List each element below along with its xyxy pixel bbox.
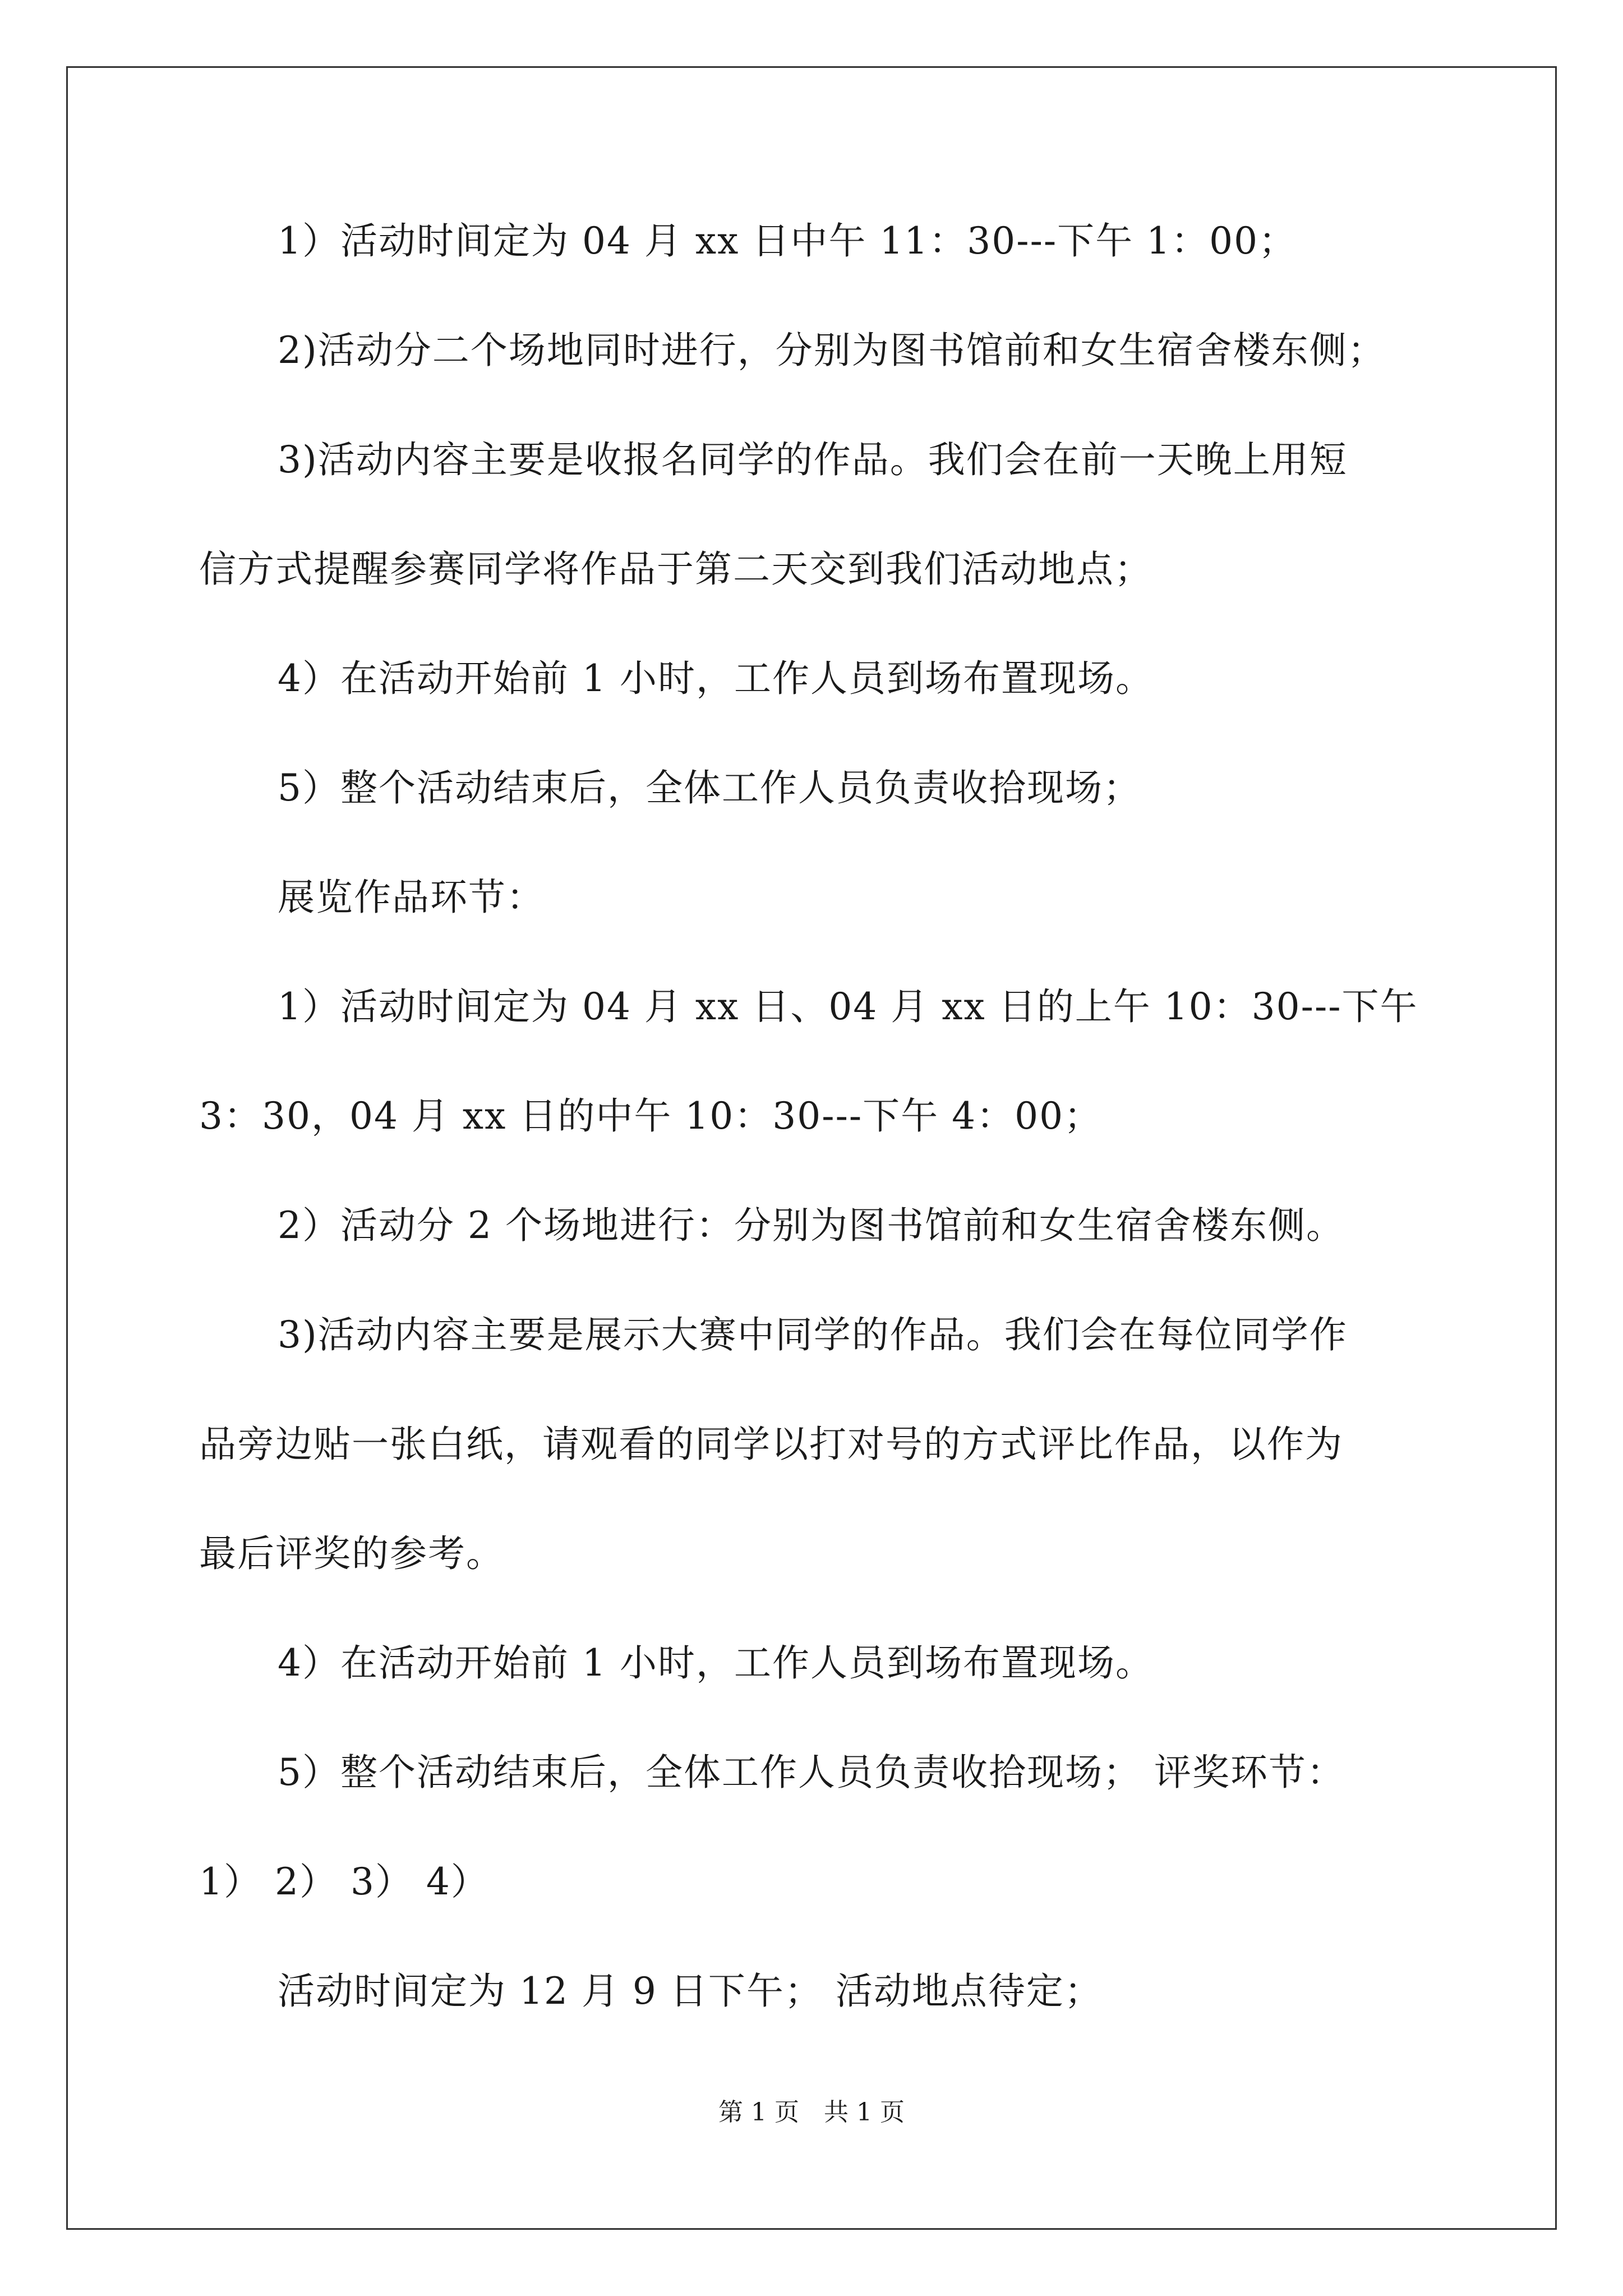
paragraph-line: 1）活动时间定为 04 月 xx 日、04 月 xx 日的上午 10：30---下午 bbox=[278, 985, 1418, 1028]
paragraph-line: 品旁边贴一张白纸，请观看的同学以打对号的方式评比作品，以作为 bbox=[199, 1423, 1343, 1466]
page-footer: 第 1 页 共 1 页 bbox=[718, 2098, 905, 2127]
paragraph-line: 1）活动时间定为 04 月 xx 日中午 11：30---下午 1：00； bbox=[278, 219, 1297, 263]
paragraph-line: 活动时间定为 12 月 9 日下午； 活动地点待定； bbox=[278, 1970, 1103, 2013]
section-heading: 展览作品环节： bbox=[278, 876, 545, 919]
paragraph-line: 5）整个活动结束后，全体工作人员负责收拾现场； bbox=[278, 766, 1141, 809]
paragraph-line: 1） 2） 3） 4） bbox=[199, 1860, 489, 1903]
paragraph-line: 3)活动内容主要是展示大赛中同学的作品。我们会在每位同学作 bbox=[278, 1313, 1348, 1356]
paragraph-line: 3)活动内容主要是收报名同学的作品。我们会在前一天晚上用短 bbox=[278, 438, 1348, 481]
paragraph-line: 信方式提醒参赛同学将作品于第二天交到我们活动地点； bbox=[199, 547, 1152, 591]
paragraph-line: 4）在活动开始前 1 小时，工作人员到场布置现场。 bbox=[278, 1641, 1154, 1685]
paragraph-line: 4）在活动开始前 1 小时，工作人员到场布置现场。 bbox=[278, 657, 1154, 700]
page-border bbox=[66, 66, 1557, 2230]
paragraph-line: 2)活动分二个场地同时进行，分别为图书馆前和女生宿舍楼东侧； bbox=[278, 329, 1386, 372]
paragraph-line: 3：30，04 月 xx 日的中午 10：30---下午 4：00； bbox=[199, 1094, 1103, 1138]
paragraph-line: 2）活动分 2 个场地进行：分别为图书馆前和女生宿舍楼东侧。 bbox=[278, 1204, 1344, 1247]
paragraph-line: 5）整个活动结束后，全体工作人员负责收拾现场； 评奖环节： bbox=[278, 1751, 1345, 1794]
paragraph-line: 最后评奖的参考。 bbox=[199, 1532, 504, 1575]
